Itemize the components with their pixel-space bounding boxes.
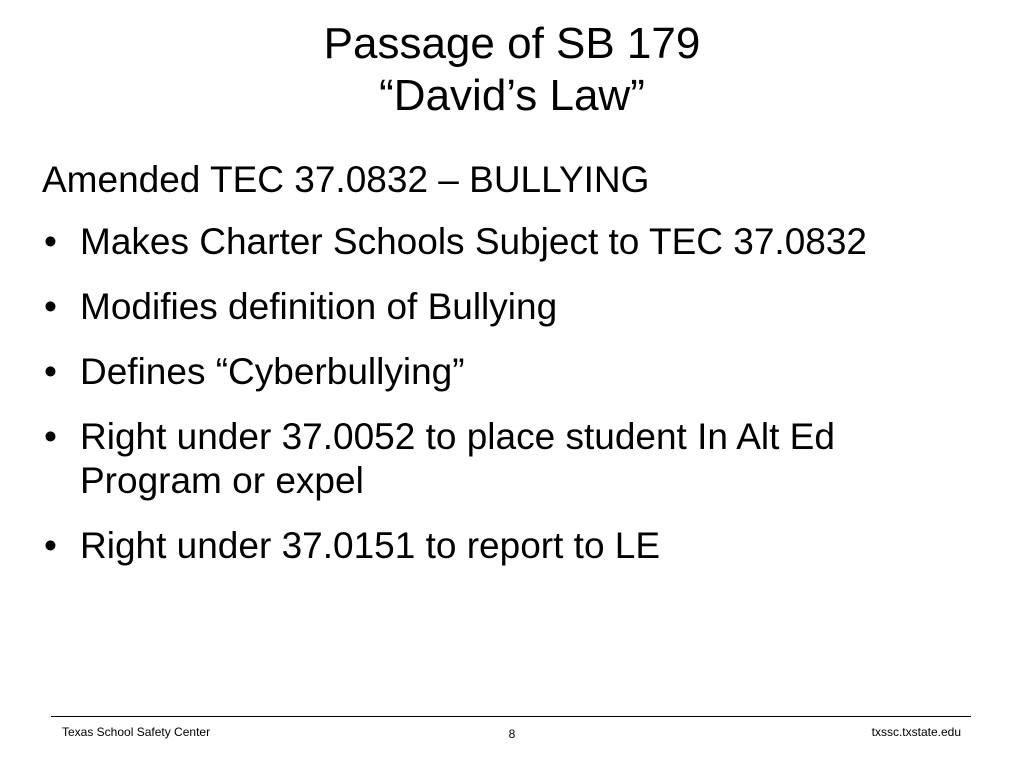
bullet-item: [42, 415, 972, 503]
slide-title-line-1: Passage of SB 179: [323, 19, 701, 68]
footer-organization: Texas School Safety Center: [62, 725, 211, 739]
bullet-list: [42, 220, 972, 568]
bullet-icon: •: [44, 525, 57, 566]
bullet-item: [42, 350, 972, 394]
bullet-text: Defines “Cyberbullying”: [80, 351, 465, 392]
bullet-icon: •: [44, 351, 57, 392]
bullet-icon: •: [44, 221, 57, 262]
bullet-item: [42, 220, 972, 264]
bullet-text: Makes Charter Schools Subject to TEC 37.0832: [80, 221, 868, 262]
slide-body: [42, 158, 972, 589]
bullet-item: [42, 285, 972, 329]
footer-page-number: 8: [508, 727, 516, 741]
bullet-icon: •: [44, 286, 57, 327]
body-heading: Amended TEC 37.0832 – BULLYING: [42, 159, 650, 200]
bullet-text: Modifies definition of Bullying: [80, 286, 558, 327]
bullet-icon: •: [44, 416, 57, 457]
bullet-text: Right under 37.0151 to report to LE: [80, 525, 661, 566]
bullet-text: Right under 37.0052 to place student In Alt Ed Program or expel: [80, 416, 835, 501]
bullet-item: [42, 524, 972, 568]
footer-website: txssc.txstate.edu: [871, 725, 961, 739]
footer-divider: [51, 716, 971, 717]
slide-title: [0, 18, 1024, 122]
slide-title-line-2: “David’s Law”: [379, 71, 645, 120]
